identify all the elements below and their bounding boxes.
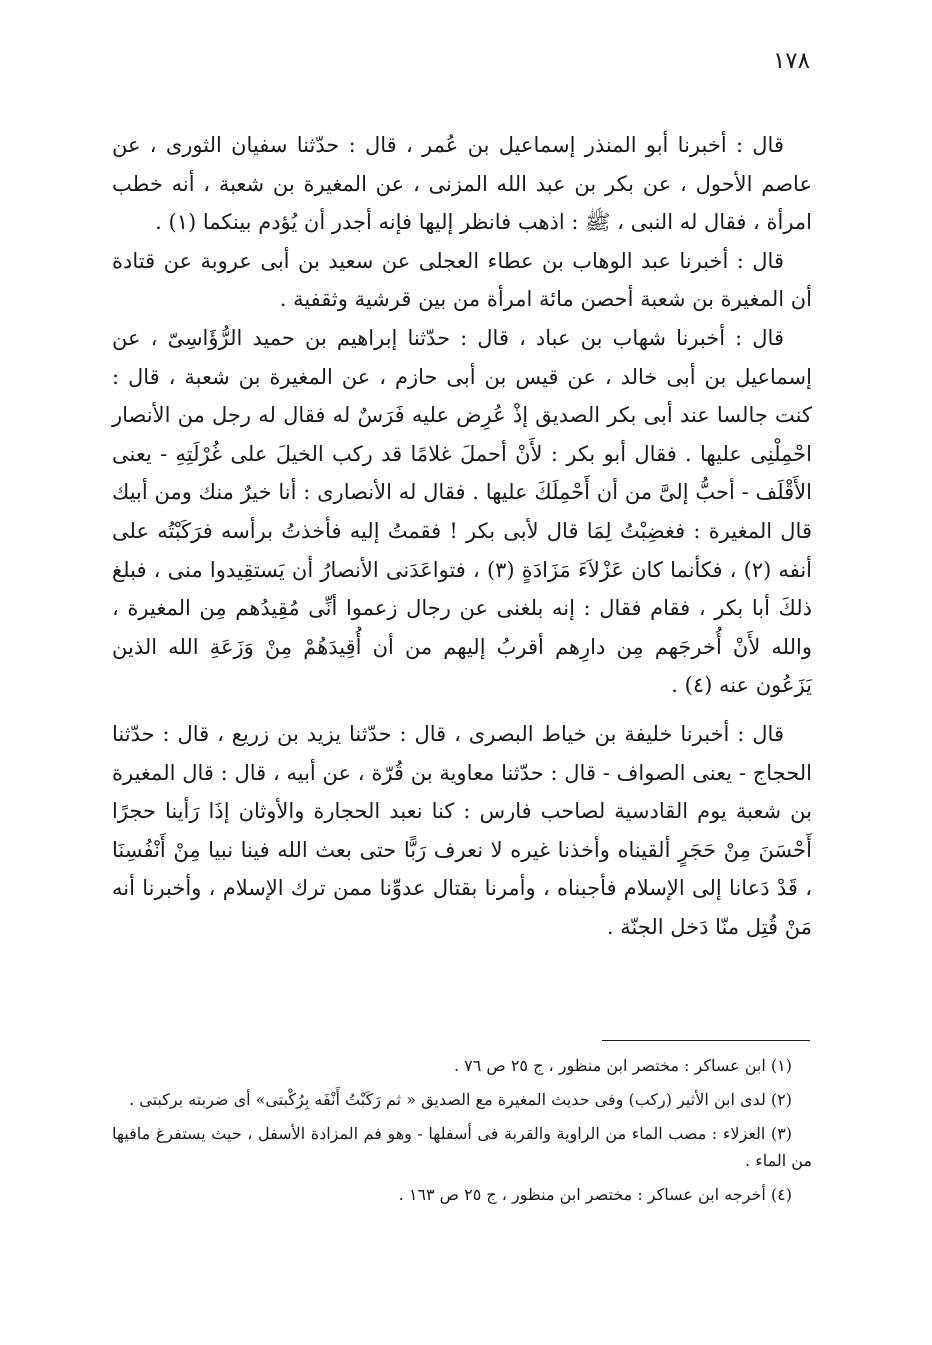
paragraph: قال : أخبرنا خليفة بن خياط البصرى ، قال : حدّثنا يزيد بن زريع ، قال : حدّثنا الحجاج - يعنى الصواف - قال : حدّثنا معاوية بن قُرّة ، عن أبيه ، قال : قال المغيرة بن شعبة يوم القادسية لصاحب فارس : كنا نعبد الحجارة والأوثان إذَا رَأينا حجرًا أَحْسَنَ مِنْ حَجَرٍ ألقيناه وأخذنا غيره لا نعرف رَبًّا حتى بعث الله فينا نبيا مِنْ أَنْفُسِنَا ، قَدْ دَعانا إلى الإسلام فأجبناه ، وأمرنا بقتال عدوِّنا ممن ترك الإسلام ، وأخبرنا أنه مَنْ قُتِل منّا دَخل الجنّة . xyxy=(112,721,812,939)
footnote: (٢) لدى ابن الأثير (ركب) وفى حديث المغيرة مع الصديق « ثم رَكَبْتُ أَنْفَه بِرُكْبتى» أى ضربته بركبتى . xyxy=(129,1090,792,1109)
paragraph: قال : أخبرنا شهاب بن عباد ، قال : حدّثنا إبراهيم بن حميد الرُّؤَاسِىّ ، عن إسماعيل بن أبى خالد ، عن قيس بن أبى حازم ، عن المغيرة بن شعبة ، قال : كنت جالسا عند أبى بكر الصديق إذْ عُرِض عليه فَرَسٌ له فقال له رجل من الأنصار احْمِلْنِى عليها . فقال أبو بكر : لأَنْ أحملَ غلامًا قد ركب الخيلَ على غُرْلَتِهِ - يعنى الأَقْلَف - أحبُّ إلىَّ من أن أَحْمِلَكَ عليها . فقال له الأنصارى : أنا خيرٌ منك ومن أبيك قال المغيرة : فغضِبْتُ لِمَا قال لأبى بكر ! فقمتُ إليه فأخذتُ برأسه فرَكَبْتُه على أنفه (٢) ، فكأنما كان عَزْلاَءَ مَزَادَةٍ (٣) ، فتواعَدَنى الأنصارُ أن يَستقِيدوا منى ، فبلغ ذلكَ أبا بكر ، فقام فقال : إنه بلغنى عن رجال زعموا أنِّى مُقِيدُهم مِن المغيرة ، والله لأَنْ أُخرجَهم مِن دارِهم أقربُ إليهم من أن أُقِيدَهُمْ مِنْ وَزَعَةِ الله الذين يَزَعُون عنه (٤) . xyxy=(112,325,812,698)
footnote: (١) ابن عساكر : مختصر ابن منظور ، ج ٢٥ ص ٧٦ . xyxy=(453,1056,792,1075)
paragraph: قال : أخبرنا عبد الوهاب بن عطاء العجلى عن سعيد بن أبى عروبة عن قتادة أن المغيرة بن شعبة أحصن مائة امرأة من بين قرشية وثقفية . xyxy=(112,248,812,312)
footnote: (٤) أخرجه ابن عساكر : مختصر ابن منظور ، ج ٢٥ ص ١٦٣ . xyxy=(398,1185,792,1204)
paragraph: قال : أخبرنا أبو المنذر إسماعيل بن عُمر ، قال : حدّثنا سفيان الثورى ، عن عاصم الأحول ، عن بكر بن عبد الله المزنى ، عن المغيرة بن شعبة ، أنه خطب امرأة ، فقال له النبى ، ﷺ : اذهب فانظر إليها فإنه أجدر أن يُؤدم بينكما (١) . xyxy=(112,133,812,235)
footnotes xyxy=(112,1052,812,1215)
footnote-divider xyxy=(602,1040,810,1041)
main-text xyxy=(112,126,812,946)
footnote: (٣) العزلاء : مصب الماء من الراوية والقربة فى أسفلها - وهو فم المزادة الأسفل ، حيث يستفرغ مافيها من الماء . xyxy=(112,1124,812,1170)
page-number: ١٧٨ xyxy=(772,48,810,74)
